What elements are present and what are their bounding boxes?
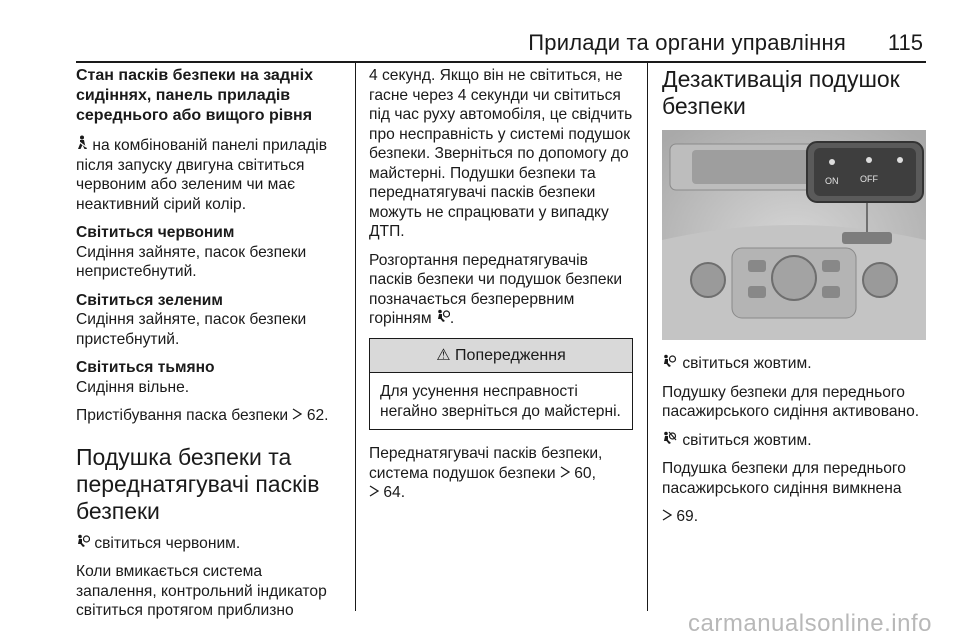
airbag-on-line: світиться жовтим. bbox=[662, 354, 926, 374]
seatbelt-intro: на комбінованій панелі приладів після запуску двигуна світиться червоним або зеленим чи має неактивний сірий колір. bbox=[76, 137, 327, 213]
dashboard-photo bbox=[662, 130, 926, 340]
status-green-text: Сидіння зайняте, пасок безпеки пристебнутий. bbox=[76, 311, 307, 348]
ref-link-64[interactable]: 64. bbox=[383, 484, 406, 501]
status-dim-title: Світиться тьмяно bbox=[76, 359, 215, 376]
airbag-off-line: світиться жовтим. bbox=[662, 431, 926, 451]
section-heading-seatbelt-status: Стан пасків безпеки на задніх сидіннях, панель приладів середнього або вищого рівня bbox=[76, 67, 313, 124]
column-divider-1 bbox=[355, 63, 356, 611]
section-heading-deactivation: Дезактивація подушок безпеки bbox=[662, 66, 900, 119]
warning-triangle-icon: ⚠ bbox=[436, 346, 451, 364]
airbag-fault-text: 4 секунд. Якщо він не світиться, не гасне через 4 секунди чи світиться під час руху автомобіля, це свідчить про несправність у системі подушок безпеки. Зверніться по допомогу до майстерні. Подушки безпеки та переднатягувачі пасків безпеки можуть не спрацювати у випадку ДТП. bbox=[369, 67, 633, 240]
airbag-red-line: світиться червоним. bbox=[76, 534, 346, 554]
fasten-reference: Пристібування паска безпеки 62. bbox=[76, 407, 329, 424]
airbag-text: Коли вмикається система запалення, контрольний індикатор світиться протягом приблизно bbox=[76, 563, 327, 619]
airbag-on-icon bbox=[662, 354, 678, 374]
warning-box bbox=[369, 338, 633, 431]
arrow-reference-icon bbox=[662, 507, 672, 527]
status-red-text: Сидіння зайняте, пасок безпеки непристебнутий. bbox=[76, 243, 307, 280]
deployment-text: Розгортання переднатягувачів пасків безпеки чи подушок безпеки позначається безперервним горінням . bbox=[369, 251, 623, 327]
airbag-on-text: Подушку безпеки для переднього пасажирського сидіння активовано. bbox=[662, 383, 920, 420]
column-divider-2 bbox=[647, 63, 648, 611]
ref-link-69[interactable]: 69. bbox=[676, 508, 699, 525]
airbag-off-icon bbox=[662, 431, 678, 451]
page-header-title: Прилади та органи управління bbox=[528, 30, 846, 55]
status-green-title: Світиться зеленим bbox=[76, 291, 223, 309]
airbag-off-reference bbox=[662, 507, 926, 527]
column-3 bbox=[662, 66, 926, 536]
airbag-off-text: Подушка безпеки для переднього пасажирського сидіння вимкнена bbox=[662, 460, 906, 497]
column-1 bbox=[76, 66, 346, 630]
airbag-icon bbox=[76, 534, 90, 554]
ref-link-60[interactable]: 60, bbox=[574, 464, 596, 482]
header-rule bbox=[76, 61, 926, 63]
watermark: carmanualsonline.info bbox=[688, 610, 932, 637]
status-red-title: Світиться червоним bbox=[76, 224, 235, 241]
fasten-ref-link[interactable]: 62. bbox=[306, 407, 329, 424]
status-dim-text: Сидіння вільне. bbox=[76, 378, 190, 396]
warning-text: Для усунення несправності негайно зверніться до майстерні. bbox=[380, 383, 621, 420]
column-2 bbox=[369, 66, 633, 512]
photo-on-label: ON bbox=[825, 176, 839, 186]
person-seated-icon bbox=[76, 135, 88, 156]
arrow-reference-icon bbox=[560, 464, 570, 484]
warning-header: ⚠ Попередження bbox=[370, 339, 632, 374]
pretensioner-reference: Переднатягувачі пасків безпеки, система подушок безпеки 60, 64. bbox=[369, 445, 603, 501]
arrow-reference-icon bbox=[369, 483, 379, 503]
section-heading-airbag: Подушка безпеки та переднатягувачі пасків безпеки bbox=[76, 443, 320, 524]
photo-off-label: OFF bbox=[860, 174, 878, 184]
page-number: 115 bbox=[887, 30, 923, 55]
airbag-icon bbox=[436, 309, 450, 329]
arrow-reference-icon bbox=[292, 406, 302, 426]
